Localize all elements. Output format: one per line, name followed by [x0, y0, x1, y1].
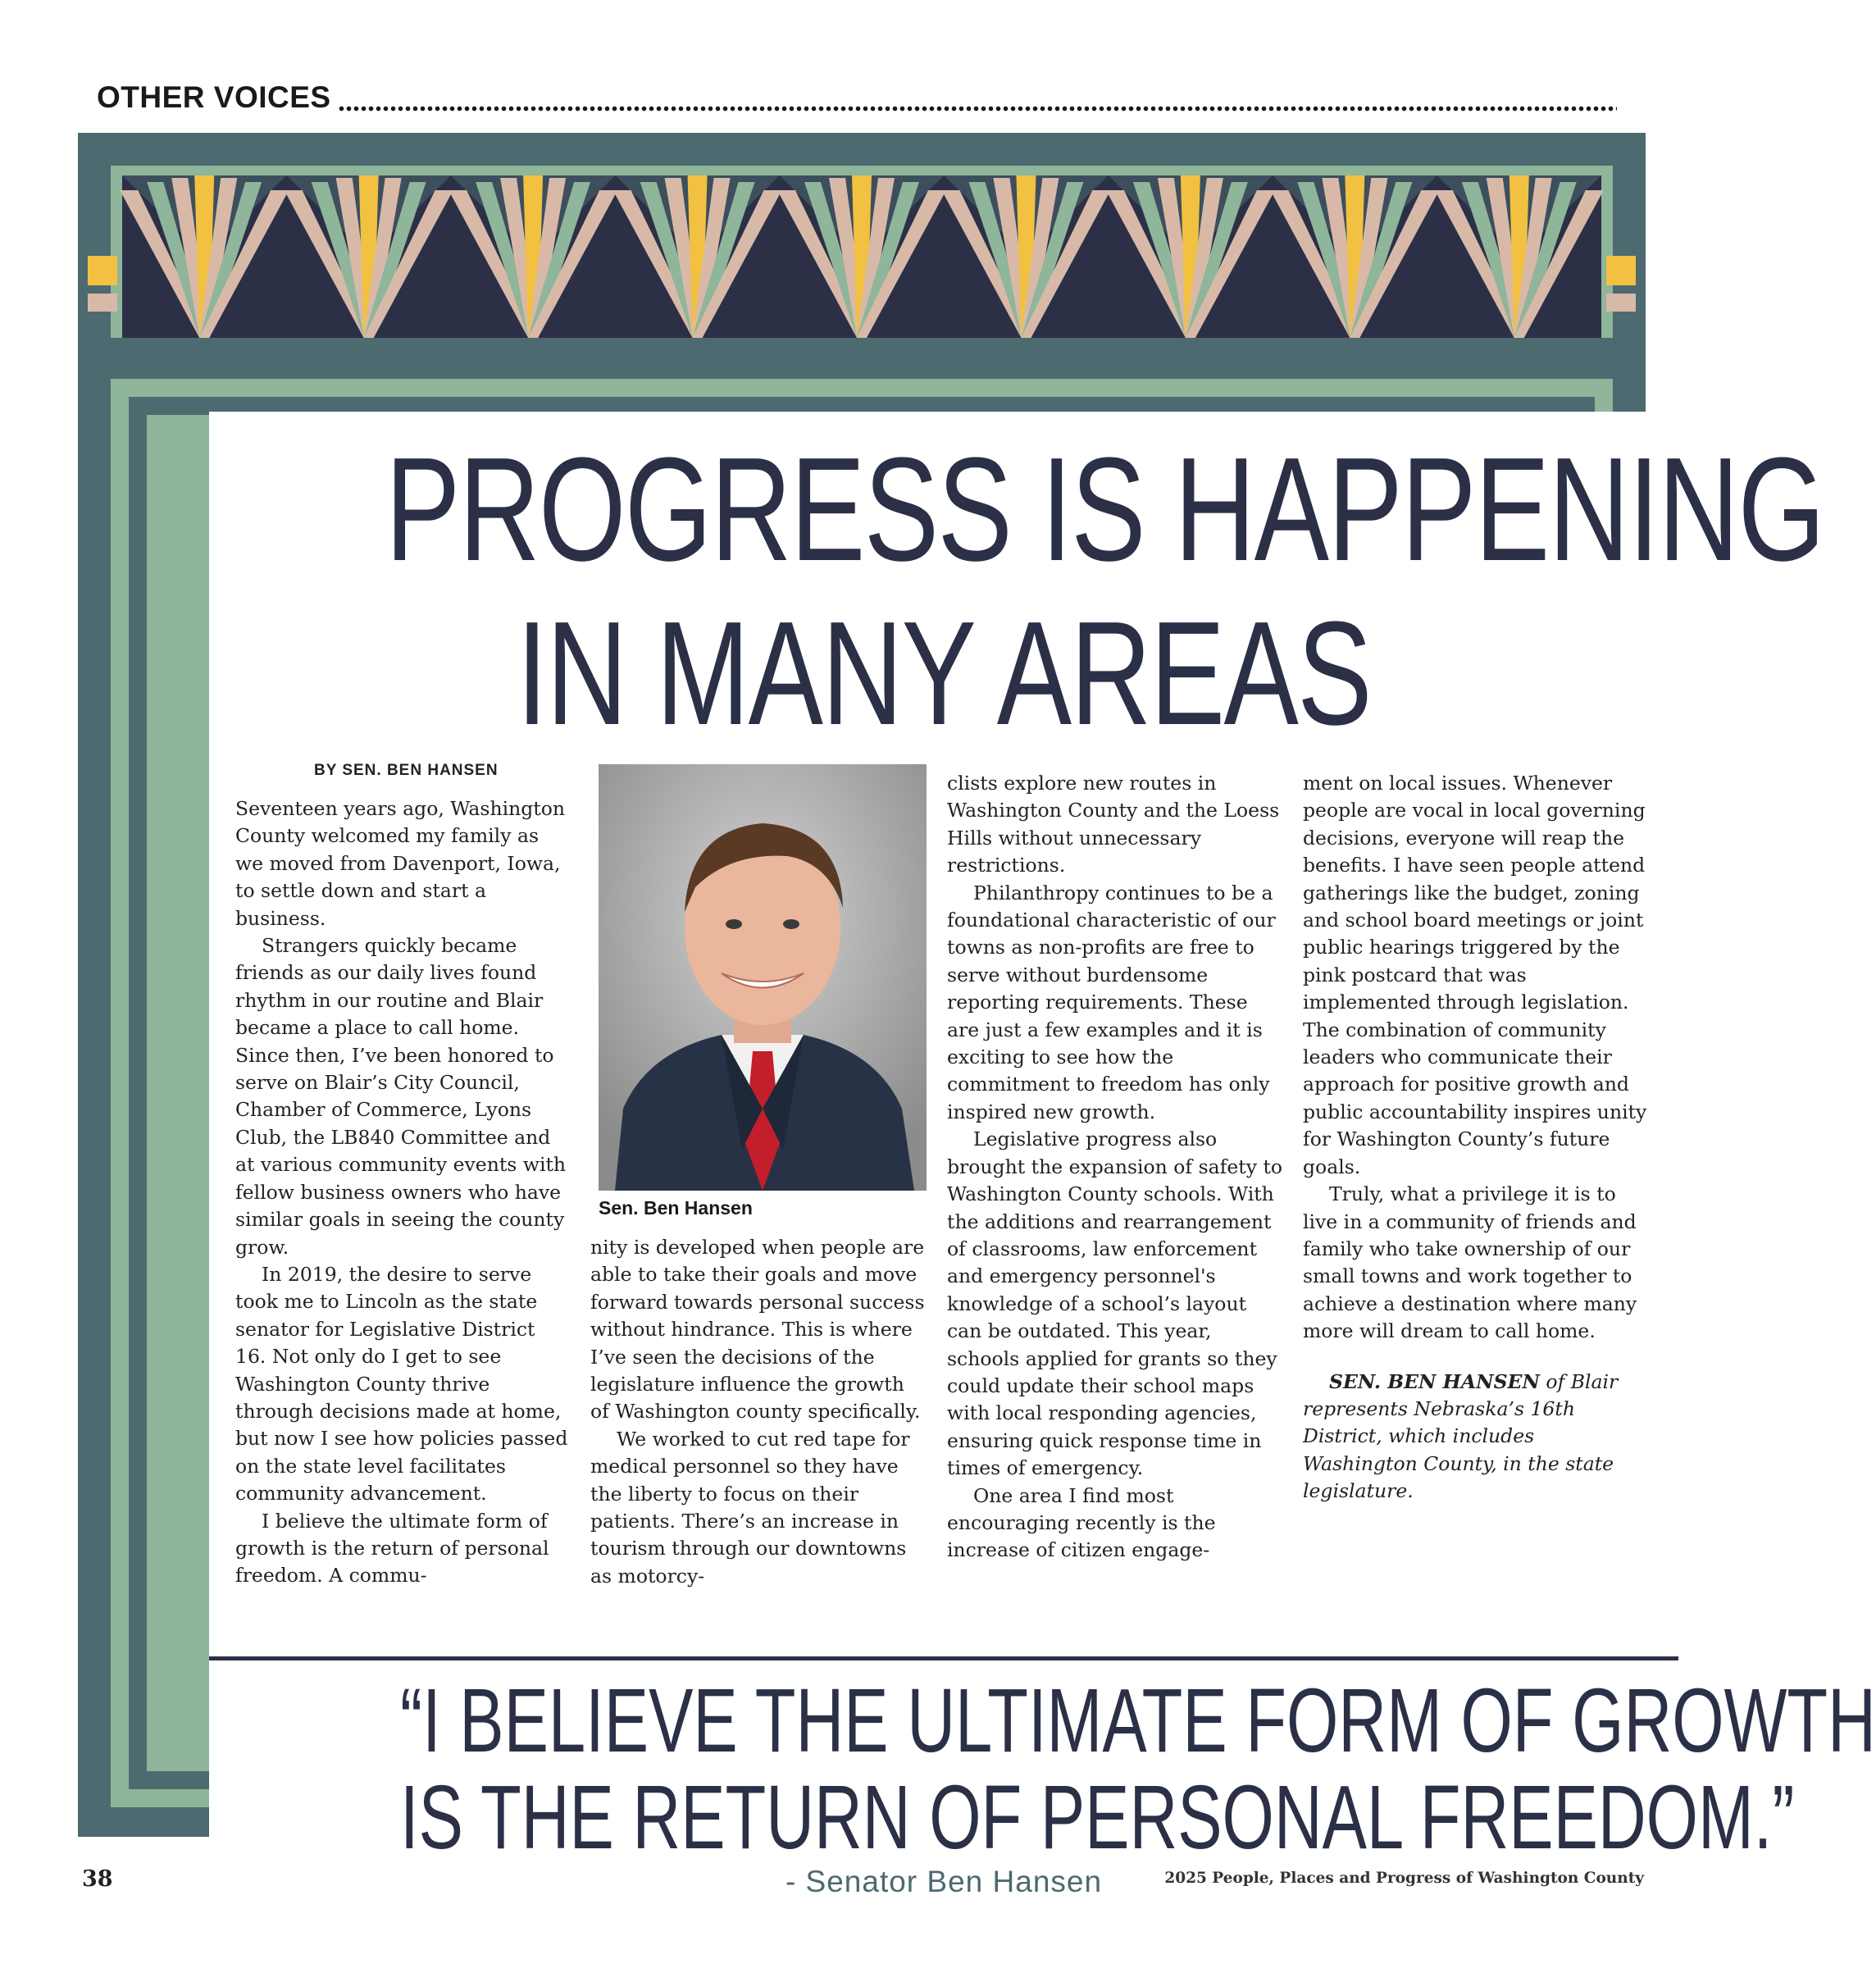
paragraph: One area I find most encouraging recently is the increase of citizen engage- [947, 1483, 1216, 1562]
page-number: 38 [82, 1866, 113, 1892]
paragraph: Seventeen years ago, Washington County welcomed my family as we moved from Davenport, Iowa, to settle down and start a business. [235, 797, 566, 930]
section-dotted-leader [338, 105, 1617, 112]
paragraph: Philanthropy continues to be a foundational characteristic of our towns as non-profits are free to serve without burdensome reporting requirements. These are just a few examples and it is exciting to see how the commitment to freedom has only inspired new growth. [947, 881, 1276, 1123]
article-card [209, 412, 1876, 1930]
author-bio [1303, 1369, 1647, 1506]
paragraph: We worked to cut red tape for medical personnel so they have the liberty to focus on their patients. There’s an increase in tourism through our downtowns as motorcy- [590, 1427, 910, 1588]
paragraph: Strangers quickly became friends as our daily lives found rhythm in our routine and Blair became a place to call home. Since then, I’ve been honored to serve on Blair’s City Council, Chamber of Commerce, Lyons Club, the LB840 Committee and at various community events with fellow business owners who have similar goals in seeing the county grow. [235, 934, 567, 1259]
headline-line-2: IN MANY AREAS [516, 591, 1372, 756]
paragraph: I believe the ultimate form of growth is the return of personal freedom. A commu- [235, 1509, 549, 1588]
author-bio-name: SEN. BEN HANSEN [1329, 1369, 1540, 1393]
headline [209, 427, 1824, 756]
byline: BY SEN. BEN HANSEN [314, 762, 499, 779]
article-column-4 [1303, 770, 1647, 1506]
pullquote-divider [209, 1656, 1678, 1660]
paragraph: ment on local issues. Whenever people are vocal in local governing decisions, everyone will reap the benefits. I have seen people attend gatherings like the budget, zoning and school board meetings or joint public hearings triggered by the pink postcard that was implemented through legislation. The combination of community leaders who communicate their approach for positive growth and public accountability inspires unity for Washington County’s future goals. [1303, 772, 1647, 1178]
publication-title: 2025 People, Places and Progress of Washington County [1164, 1870, 1644, 1887]
paragraph: clists explore new routes in Washington County and the Loess Hills without unnecessary restrictions. [947, 772, 1280, 877]
art-deco-fan-border [78, 133, 1646, 338]
photo-caption: Sen. Ben Hansen [599, 1197, 753, 1219]
paragraph: Truly, what a privilege it is to live in a community of friends and family who take ownership of our small towns and work together to achieve a destination where many more will dream to call home. [1303, 1182, 1637, 1343]
author-photo [599, 764, 927, 1191]
portrait-illustration [599, 764, 927, 1191]
headline-line-1: PROGRESS IS HAPPENING [385, 427, 1824, 592]
paragraph: nity is developed when people are able to take their goals and move forward towards personal success without hindrance. This is where I’ve seen the decisions of the legislature influence the growth of Washington county specifically. [590, 1236, 925, 1424]
article-column-2 [590, 1234, 927, 1590]
paragraph: Legislative progress also brought the expansion of safety to Washington County schools. With the additions and rearrangement of classrooms, law enforcement and emergency personnel's knowledge of a school’s layout can be outdated. This year, schools applied for grants so they could update their school maps with local responding agencies, ensuring quick response time in times of emergency. [947, 1128, 1283, 1480]
pullquote-attribution: - Senator Ben Hansen [785, 1865, 1103, 1898]
pullquote [209, 1670, 1876, 1868]
author-bio-text: of Blair represents Nebraska’s 16th District, which includes Washington County, in the state legislature. [1303, 1369, 1619, 1503]
article-column-1 [235, 795, 571, 1590]
section-label: OTHER VOICES [97, 80, 331, 114]
article-column-3 [947, 770, 1283, 1565]
paragraph: In 2019, the desire to serve took me to Lincoln as the state senator for Legislative District 16. Not only do I get to see Washington County thrive through decisions made at home, but now I see how policies passed on the state level facilitates community advancement. [235, 1262, 568, 1506]
pullquote-line-1: “I BELIEVE THE ULTIMATE FORM OF GROWTH [399, 1670, 1876, 1771]
pullquote-line-2: IS THE RETURN OF PERSONAL FREEDOM.” [399, 1767, 1795, 1868]
